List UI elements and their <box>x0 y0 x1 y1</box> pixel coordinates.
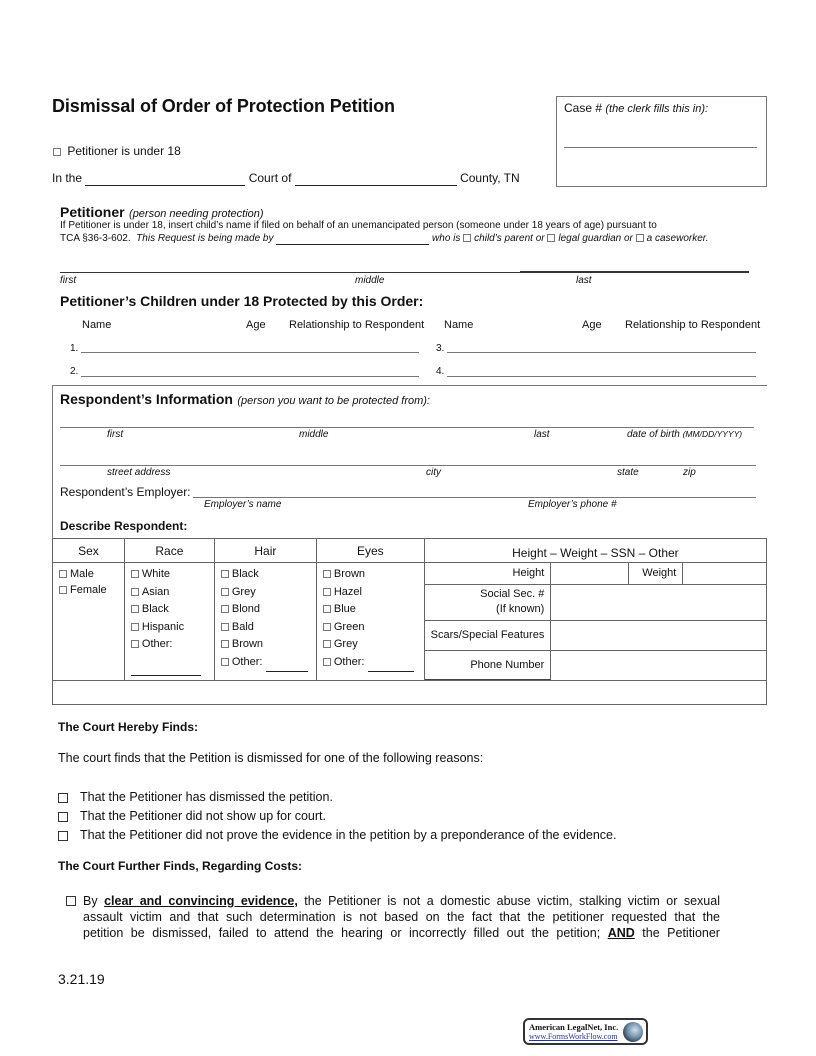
eyes-label: Brown <box>333 568 366 580</box>
sex-column <box>53 563 125 681</box>
eyes-label: Green <box>333 620 365 633</box>
describe-respondent-table <box>52 538 767 705</box>
employer-name-label: Employer’s name <box>204 499 282 510</box>
county-label: County, TN <box>460 171 520 185</box>
reason-checkbox[interactable] <box>58 793 68 803</box>
hair-header: Hair <box>214 539 316 563</box>
child-row-number: 4. <box>436 366 445 377</box>
costs-by: By <box>83 894 98 908</box>
sex-header: Sex <box>53 539 125 563</box>
county-field[interactable] <box>295 171 457 186</box>
reason-item[interactable] <box>58 828 616 842</box>
race-option-asian[interactable] <box>131 584 208 602</box>
eyes-label: Other: <box>333 655 365 668</box>
race-other-field[interactable] <box>131 658 201 677</box>
costs-line-3: petition be dismissed, failed to attend the hearing or incorrectly filled out the petition; <box>83 926 601 940</box>
page-title: Dismissal of Order of Protection Petition <box>52 96 395 116</box>
hair-option-grey[interactable] <box>221 584 310 602</box>
request-by-label: This Request is being made by <box>136 233 274 244</box>
child-1-field[interactable] <box>81 352 419 353</box>
costs-checkbox[interactable] <box>66 896 76 906</box>
race-header: Race <box>124 539 214 563</box>
child-2-field[interactable] <box>81 376 419 377</box>
race-column <box>124 563 214 681</box>
requester-name-field[interactable] <box>276 233 429 245</box>
childs-parent-checkbox[interactable] <box>463 234 471 242</box>
caseworker-checkbox[interactable] <box>636 234 644 242</box>
race-label: White <box>141 568 171 580</box>
children-col-name-2: Name <box>444 319 474 331</box>
court-name-field[interactable] <box>85 171 245 186</box>
employer-phone-label: Employer’s phone # <box>528 499 617 510</box>
dob-format: (MM/DD/YYYY) <box>682 429 743 439</box>
weight-field[interactable] <box>683 563 766 584</box>
child-row-number: 2. <box>70 366 79 377</box>
eyes-label: Hazel <box>333 585 362 598</box>
findings-intro: The court finds that the Petition is dismissed for one of the following reasons: <box>58 751 484 765</box>
request-line <box>60 233 709 245</box>
race-option-white[interactable] <box>131 566 208 584</box>
eyes-option-brown[interactable] <box>323 566 418 584</box>
child-4-field[interactable] <box>447 376 756 377</box>
hair-option-black[interactable] <box>221 566 310 584</box>
other-header: Height – Weight – SSN – Other <box>424 539 766 563</box>
publisher-logo[interactable] <box>523 1018 648 1045</box>
case-number-label: Case # <box>564 101 603 115</box>
costs-line-3-end: the Petitioner <box>642 926 720 940</box>
reason-checkbox[interactable] <box>58 831 68 841</box>
children-col-relationship-1: Relationship to Respondent <box>289 319 425 331</box>
respondent-address-field[interactable] <box>60 465 756 466</box>
costs-line-2: assault victim and that such determination is not based on the fact that the petitioner requested that the <box>83 910 720 924</box>
petitioner-first-label: first <box>60 275 77 286</box>
child-3-field[interactable] <box>447 352 756 353</box>
legal-guardian-label: legal guardian or <box>558 233 633 244</box>
form-version: 3.21.19 <box>58 971 105 987</box>
ssn-label-cell <box>425 584 551 620</box>
race-option-hispanic[interactable] <box>131 619 208 637</box>
race-label: Asian <box>141 585 170 598</box>
race-label: Black <box>141 603 169 615</box>
reason-label: That the Petitioner did not prove the evidence in the petition by a preponderance of the evidence. <box>80 828 617 842</box>
children-heading: Petitioner’s Children under 18 Protected by this Order: <box>60 293 424 309</box>
petitioner-last-name-line <box>520 271 749 273</box>
caseworker-label: a caseworker. <box>646 233 709 244</box>
eyes-option-green[interactable] <box>323 619 418 637</box>
eyes-header: Eyes <box>316 539 424 563</box>
petitioner-heading: Petitioner <box>60 204 125 220</box>
costs-emphasis: clear and convincing evidence, <box>104 894 298 908</box>
ssn-note: (If known) <box>496 603 545 615</box>
respondent-last-label: last <box>534 429 550 440</box>
state-label: state <box>617 467 639 478</box>
reason-checkbox[interactable] <box>58 812 68 822</box>
hair-option-brown[interactable] <box>221 636 310 654</box>
respondent-top-border <box>52 385 767 386</box>
petitioner-instruction: If Petitioner is under 18, insert child’s name if filed on behalf of an unemancipated person (someone under 18 years of age) pursuant to <box>60 220 657 231</box>
petitioner-under-18-row <box>53 144 181 158</box>
eyes-option-hazel[interactable] <box>323 584 418 602</box>
sex-label: Female <box>70 583 107 596</box>
phone-label: Phone Number <box>425 650 551 679</box>
describe-notes-field[interactable] <box>53 680 767 704</box>
logo-company: American LegalNet, Inc. <box>529 1022 619 1032</box>
dob-label: date of birth <box>627 429 680 440</box>
hair-option-blond[interactable] <box>221 601 310 619</box>
ssn-label: Social Sec. # <box>480 588 545 600</box>
hair-option-other[interactable] <box>221 654 310 673</box>
phone-field[interactable] <box>551 650 766 679</box>
petitioner-middle-label: middle <box>355 275 385 286</box>
race-option-other[interactable] <box>131 636 208 654</box>
ssn-field[interactable] <box>551 584 766 620</box>
logo-url[interactable]: www.FormsWorkFlow.com <box>529 1032 618 1041</box>
hair-label: Grey <box>231 585 256 598</box>
children-col-relationship-2: Relationship to Respondent <box>625 319 761 331</box>
race-label: Other: <box>141 638 173 650</box>
court-of-label: Court of <box>248 171 292 185</box>
eyes-label: Blue <box>333 603 356 615</box>
petitioner-under-18-checkbox[interactable] <box>53 148 61 156</box>
height-field[interactable] <box>551 563 629 584</box>
costs-heading: The Court Further Finds, Regarding Costs: <box>58 859 303 873</box>
measurements-table <box>425 563 766 680</box>
globe-icon <box>623 1022 643 1042</box>
eyes-option-grey[interactable] <box>323 636 418 654</box>
employer-field[interactable] <box>193 497 756 498</box>
hair-label: Blond <box>231 603 261 615</box>
hair-other-field[interactable] <box>266 654 308 673</box>
respondent-middle-label: middle <box>299 429 329 440</box>
in-the-label: In the <box>52 171 83 185</box>
tca-reference: TCA §36-3-602. <box>60 233 131 244</box>
children-col-age-1: Age <box>246 319 266 331</box>
case-number-box <box>556 96 767 187</box>
reason-item[interactable] <box>58 790 333 804</box>
sex-option-female[interactable] <box>59 582 118 600</box>
respondent-heading: Respondent’s Information <box>60 391 233 407</box>
employer-label: Respondent’s Employer: <box>60 485 191 499</box>
sex-label: Male <box>70 568 94 580</box>
hair-label: Other: <box>231 655 263 668</box>
respondent-name-field[interactable] <box>60 427 754 428</box>
respondent-heading-row <box>60 391 430 409</box>
city-label: city <box>426 467 441 478</box>
describe-respondent-label: Describe Respondent: <box>60 519 188 533</box>
weight-label: Weight <box>629 563 683 584</box>
legal-guardian-checkbox[interactable] <box>547 234 555 242</box>
race-option-black[interactable] <box>131 601 208 619</box>
eyes-label: Grey <box>333 638 358 650</box>
scars-label: Scars/Special Features <box>425 620 551 650</box>
reason-item[interactable] <box>58 809 326 823</box>
respondent-first-label: first <box>107 429 124 440</box>
eyes-column <box>316 563 424 681</box>
child-row-number: 3. <box>436 343 445 354</box>
street-address-label: street address <box>107 467 171 478</box>
hair-label: Bald <box>231 620 254 633</box>
children-col-name-1: Name <box>82 319 112 331</box>
hair-option-bald[interactable] <box>221 619 310 637</box>
petitioner-subheading: (person needing protection) <box>129 208 264 220</box>
eyes-option-blue[interactable] <box>323 601 418 619</box>
eyes-other-field[interactable] <box>368 654 414 673</box>
petitioner-last-label: last <box>576 275 592 286</box>
who-is-label: who is <box>432 233 461 244</box>
height-label: Height <box>425 563 551 584</box>
costs-and: AND <box>607 926 635 940</box>
race-label: Hispanic <box>141 620 185 633</box>
costs-line-1: the Petitioner is not a domestic abuse victim, stalking victim or sexual <box>304 894 720 908</box>
childs-parent-label: child’s parent or <box>474 233 545 244</box>
eyes-option-other[interactable] <box>323 654 418 673</box>
child-row-number: 1. <box>70 343 79 354</box>
measurements-column <box>424 563 766 681</box>
petitioner-under-18-label: Petitioner is under 18 <box>67 144 181 158</box>
reason-label: That the Petitioner has dismissed the petition. <box>80 790 333 804</box>
children-col-age-2: Age <box>582 319 602 331</box>
hair-label: Black <box>231 568 259 580</box>
scars-field[interactable] <box>551 620 766 650</box>
costs-paragraph <box>83 893 720 941</box>
case-number-hint: (the clerk fills this in): <box>605 103 709 115</box>
hair-label: Brown <box>231 638 264 650</box>
zip-label: zip <box>683 467 696 478</box>
court-line <box>52 171 520 186</box>
findings-heading: The Court Hereby Finds: <box>58 720 199 734</box>
hair-column <box>214 563 316 681</box>
reason-label: That the Petitioner did not show up for court. <box>80 809 326 823</box>
respondent-subheading: (person you want to be protected from): <box>237 395 430 407</box>
respondent-dob-label <box>627 429 742 440</box>
case-number-field[interactable] <box>564 147 757 148</box>
